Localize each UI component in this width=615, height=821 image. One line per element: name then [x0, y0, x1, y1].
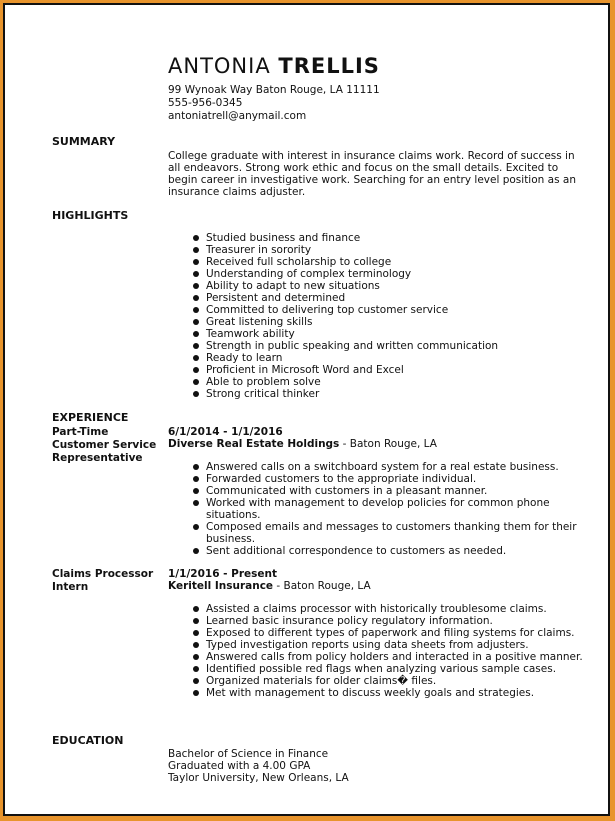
education-details — [168, 748, 349, 784]
document-frame — [3, 3, 610, 816]
job-bullet: Sent additional correspondence to customers as needed. — [206, 545, 606, 557]
job-bullets — [168, 603, 606, 699]
education-school: Taylor University, New Orleans, LA — [168, 772, 349, 784]
job-bullet: Typed investigation reports using data sheets from adjusters. — [206, 639, 606, 651]
job-bullet: Composed emails and messages to customers thanking them for their business. — [206, 521, 606, 545]
first-name: ANTONIA — [168, 54, 271, 78]
highlight-item: Committed to delivering top customer service — [206, 304, 606, 316]
highlight-item: Proficient in Microsoft Word and Excel — [206, 364, 606, 376]
highlight-item: Treasurer in sorority — [206, 244, 606, 256]
job-bullet: Met with management to discuss weekly goals and strategies. — [206, 687, 606, 699]
job-bullets — [168, 461, 606, 557]
highlight-item: Teamwork ability — [206, 328, 606, 340]
summary-text: College graduate with interest in insurance claims work. Record of success in all endeavors. Strong work ethic and focus on the small details. Excited to begin career in investigative work. Searching for an entry level position as an insurance claims adjuster. — [168, 150, 576, 198]
highlight-item: Strength in public speaking and written communication — [206, 340, 606, 352]
section-education-title: EDUCATION — [52, 734, 124, 747]
highlight-item: Understanding of complex terminology — [206, 268, 606, 280]
job-bullet: Learned basic insurance policy regulatory information. — [206, 615, 606, 627]
resume-page — [5, 5, 608, 814]
job-role: Claims Processor Intern — [52, 568, 154, 593]
education-degree: Bachelor of Science in Finance — [168, 748, 329, 760]
highlight-item: Great listening skills — [206, 316, 606, 328]
contact-email: antoniatrell@anymail.com — [168, 110, 307, 122]
section-highlights-title: HIGHLIGHTS — [52, 209, 129, 222]
education-gpa: Graduated with a 4.00 GPA — [168, 760, 311, 772]
contact-address: 99 Wynoak Way Baton Rouge, LA 11111 — [168, 84, 380, 96]
job-bullet: Exposed to different types of paperwork and filing systems for claims. — [206, 627, 606, 639]
highlight-item: Strong critical thinker — [206, 388, 606, 400]
job-bullet: Communicated with customers in a pleasant manner. — [206, 485, 606, 497]
job-location: - Baton Rouge, LA — [339, 438, 437, 450]
job-bullet: Organized materials for older claims� files. — [206, 675, 606, 687]
highlight-item: Able to problem solve — [206, 376, 606, 388]
job-role: Part-Time Customer Service Representative — [52, 426, 157, 464]
job-bullet: Worked with management to develop policies for common phone situations. — [206, 497, 606, 521]
job-company: Keritell Insurance — [168, 580, 274, 592]
job-bullet: Identified possible red flags when analyzing various sample cases. — [206, 663, 606, 675]
job-header — [168, 568, 371, 592]
highlight-item: Received full scholarship to college — [206, 256, 606, 268]
job-dates: 6/1/2014 - 1/1/2016 — [168, 426, 283, 438]
contact-phone: 555-956-0345 — [168, 97, 243, 109]
job-bullet: Answered calls from policy holders and interacted in a positive manner. — [206, 651, 606, 663]
highlight-item: Persistent and determined — [206, 292, 606, 304]
job-dates: 1/1/2016 - Present — [168, 568, 278, 580]
job-bullet: Forwarded customers to the appropriate individual. — [206, 473, 606, 485]
job-bullet: Answered calls on a switchboard system for a real estate business. — [206, 461, 606, 473]
highlight-item: Ability to adapt to new situations — [206, 280, 606, 292]
job-company: Diverse Real Estate Holdings — [168, 438, 340, 450]
highlight-item: Studied business and finance — [206, 232, 606, 244]
contact-info — [168, 84, 380, 123]
highlights-list — [168, 232, 606, 400]
job-bullet: Assisted a claims processor with historically troublesome claims. — [206, 603, 606, 615]
highlight-item: Ready to learn — [206, 352, 606, 364]
section-experience-title: EXPERIENCE — [52, 411, 129, 424]
section-summary-title: SUMMARY — [52, 135, 116, 148]
resume-name — [168, 53, 380, 79]
last-name: TRELLIS — [278, 54, 380, 78]
job-header — [168, 426, 437, 450]
job-location: - Baton Rouge, LA — [273, 580, 371, 592]
